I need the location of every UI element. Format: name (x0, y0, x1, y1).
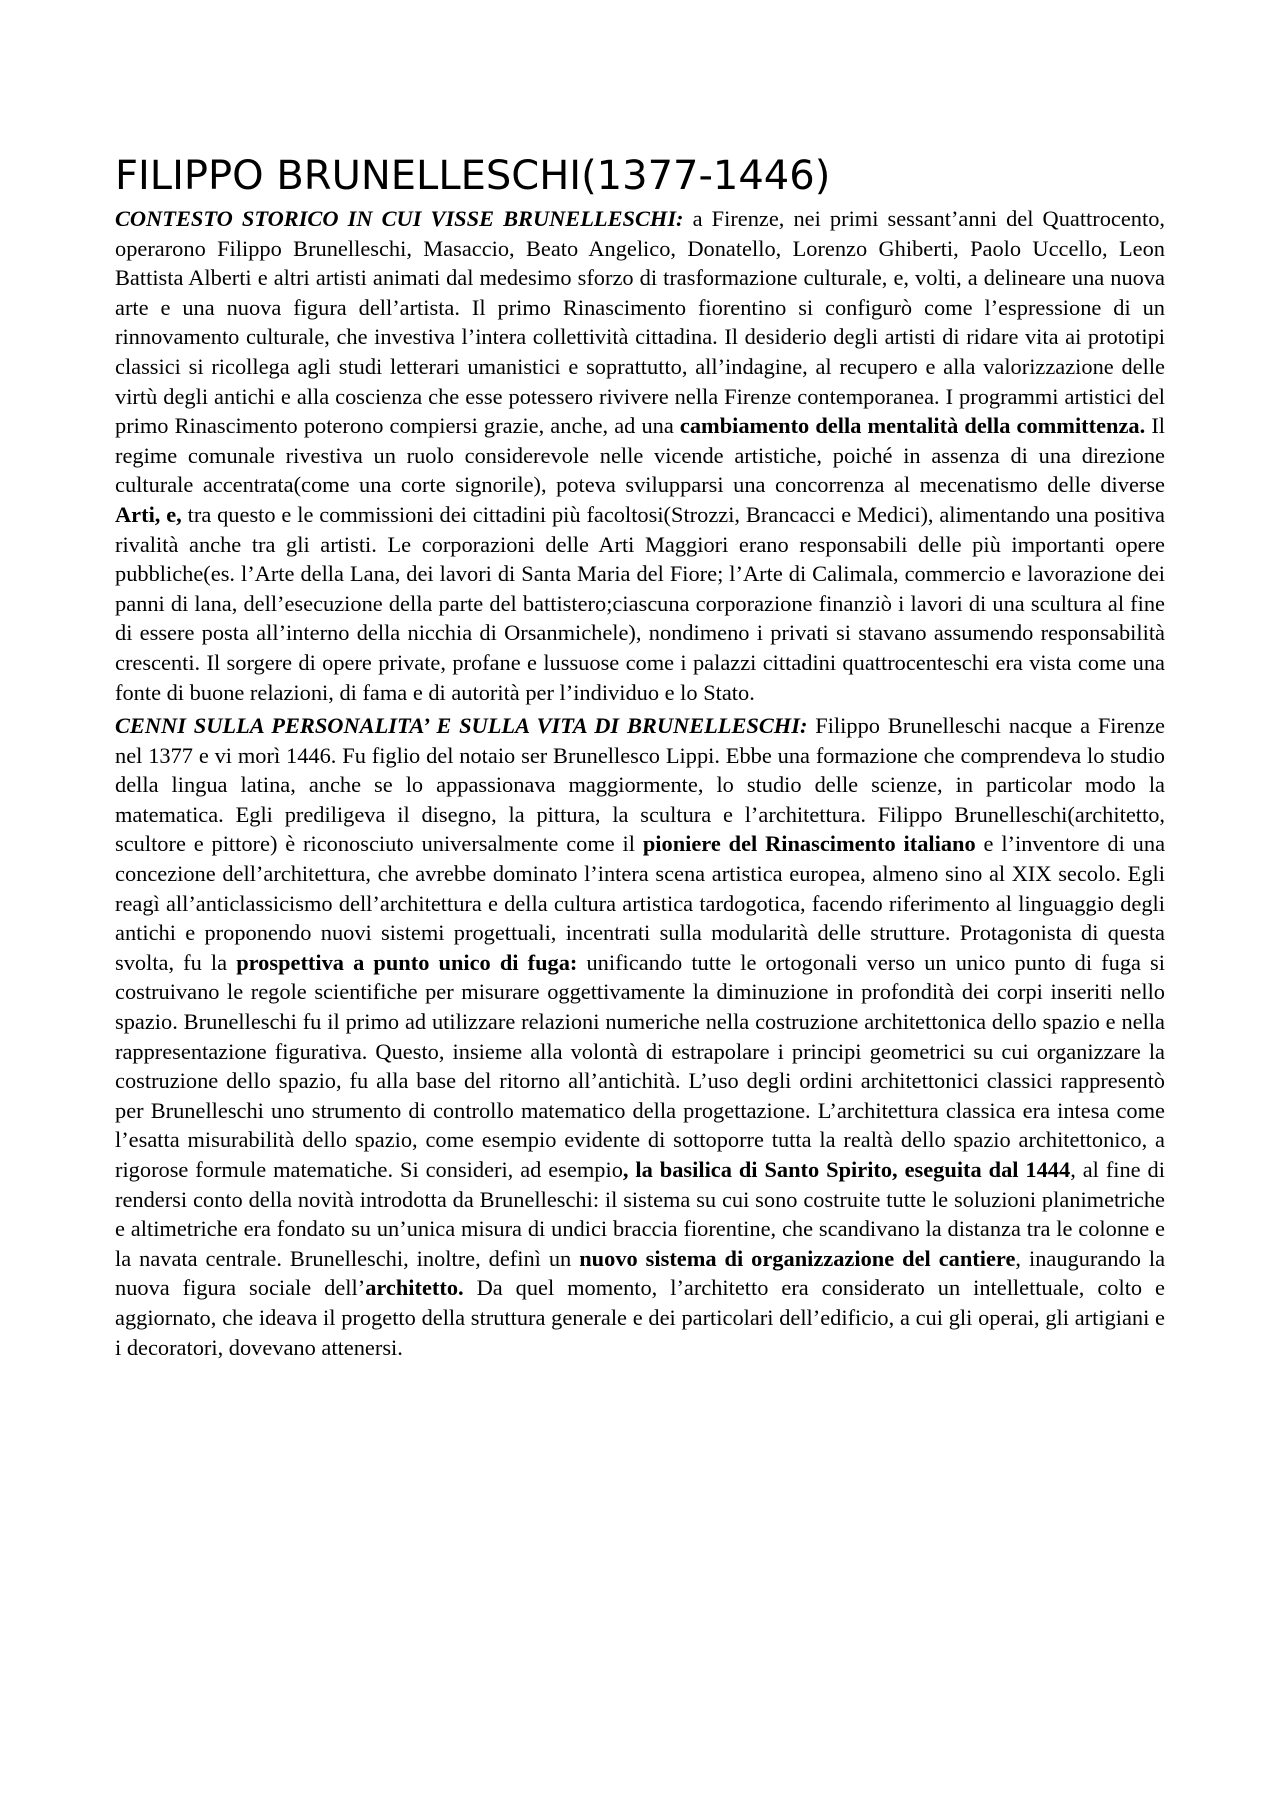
text-run: unificando tutte le ortogonali verso un unico punto di fuga si costruivano le regole scientifiche per misurare oggettivamente la diminuzione in profondità dei corpi inseriti nello spazio. Brunelleschi fu il primo ad utilizzare relazioni numeriche nella costruzione architettonica dello spazio e nella rappresentazione figurativa. Questo, insieme alla volontà di estrapolare i principi geometrici su cui organizzare la costruzione dello spazio, fu alla base del ritorno all’antichità. L’uso degli ordini architettonici classici rappresentò per Brunelleschi uno strumento di controllo matematico della progettazione. L’architettura classica era intesa come l’esatta misurabilità dello spazio, come esempio evidente di sottoporre tutta la realtà dello spazio architettonico, a rigorose formule matematiche. Si consideri, ad esempio (115, 949, 1165, 1182)
section-heading-biography: CENNI SULLA PERSONALITA’ E SULLA VITA DI BRUNELLESCHI: (115, 713, 808, 739)
bold-run: nuovo sistema di organizzazione del cantiere (579, 1245, 1016, 1271)
paragraph-historical-context (115, 204, 1165, 707)
text-run: a Firenze, nei primi sessant’anni del Quattrocento, operarono Filippo Brunelleschi, Masaccio, Beato Angelico, Donatello, Lorenzo Ghiberti, Paolo Uccello, Leon Battista Alberti e altri artisti animati dal medesimo sforzo di trasformazione culturale, e, volti, a delineare una nuova arte e una nuova figura dell’artista. Il primo Rinascimento fiorentino si configurò come l’espressione di un rinnovamento culturale, che investiva l’intera collettività cittadina. Il desiderio degli artisti di ridare vita ai prototipi classici si ricollega agli studi letterari umanistici e soprattutto, all’indagine, al recupero e alla valorizzazione delle virtù degli antichi e alla coscienza che esse potessero rivivere nella Firenze contemporanea. I programmi artistici del primo Rinascimento poterono compiersi grazie, anche, ad una (115, 206, 1166, 439)
text-run: , al fine di rendersi conto della novità introdotta da Brunelleschi: il sistema su cui sono costruite tutte le soluzioni planimetriche e altimetriche era fondato su un’unica misura di undici braccia fiorentine, che scandivano la distanza tra le colonne e la navata centrale. Brunelleschi, inoltre, definì un (115, 1157, 1165, 1271)
bold-run: , la basilica di Santo Spirito, eseguita dal 1444 (622, 1157, 1071, 1182)
bold-run: prospettiva a punto unico di fuga: (236, 949, 578, 975)
page-title: FILIPPO BRUNELLESCHI(1377-1446) (115, 153, 831, 199)
text-run: Da quel momento, l’architetto era considerato un intellettuale, colto e aggiornato, che ideava il progetto della struttura generale e dei particolari dell’edificio, a cui gli operai, gli artigiani e i decoratori, dovevano attenersi. (115, 1275, 1165, 1360)
bold-run: architetto. (365, 1275, 464, 1301)
bold-run: Arti, e, (115, 501, 182, 527)
text-run: e l’inventore di una concezione dell’architettura, che avrebbe dominato l’intera scena artistica europea, almeno sino al XIX secolo. Egli reagì all’anticlassicismo dell’architettura e della cultura artistica tardogotica, facendo riferimento al linguaggio degli antichi e proponendo nuovi sistemi progettuali, incentrati sulla modularità delle strutture. Protagonista di questa svolta, fu la (115, 831, 1166, 975)
text-run: Filippo Brunelleschi nacque a Firenze nel 1377 e vi morì 1446. Fu figlio del notaio ser Brunellesco Lippi. Ebbe una formazione che comprendeva lo studio della lingua latina, anche se lo appassionava maggiormente, lo studio delle scienze, in particolar modo la matematica. Egli prediligeva il disegno, la pittura, la scultura e l’architettura. Filippo Brunelleschi(architetto, scultore e pittore) è riconosciuto universalmente come il (115, 713, 1165, 857)
text-run: Il regime comunale rivestiva un ruolo considerevole nelle vicende artistiche, poiché in assenza di una direzione culturale accentrata(come una corte signorile), poteva svilupparsi una concorrenza al mecenatismo delle diverse (115, 413, 1166, 498)
text-run: tra questo e le commissioni dei cittadini più facoltosi(Strozzi, Brancacci e Medici), alimentando una positiva rivalità anche tra gli artisti. Le corporazioni delle Arti Maggiori erano responsabili delle più importanti opere pubbliche(es. l’Arte della Lana, dei lavori di Santa Maria del Fiore; l’Arte di Calimala, commercio e lavorazione dei panni di lana, dell’esecuzione della parte del battistero;ciascuna corporazione finanziò i lavori di una scultura al fine di essere posta all’interno della nicchia di Orsanmichele), nondimeno i privati si stavano assumendo responsabilità crescenti. Il sorgere di opere private, profane e lussuose come i palazzi cittadini quattrocenteschi era vista come una fonte di buone relazioni, di fama e di autorità per l’individuo e lo Stato. (115, 501, 1165, 705)
paragraph-biography (115, 711, 1165, 1362)
text-run: , inaugurando la nuova figura sociale dell’ (115, 1245, 1166, 1301)
bold-run: pioniere del Rinascimento italiano (642, 831, 976, 857)
section-heading-historical-context: CONTESTO STORICO IN CUI VISSE BRUNELLESCHI: (115, 206, 684, 231)
document-body (115, 150, 1165, 1362)
bold-run: cambiamento della mentalità della committenza. (679, 413, 1146, 439)
